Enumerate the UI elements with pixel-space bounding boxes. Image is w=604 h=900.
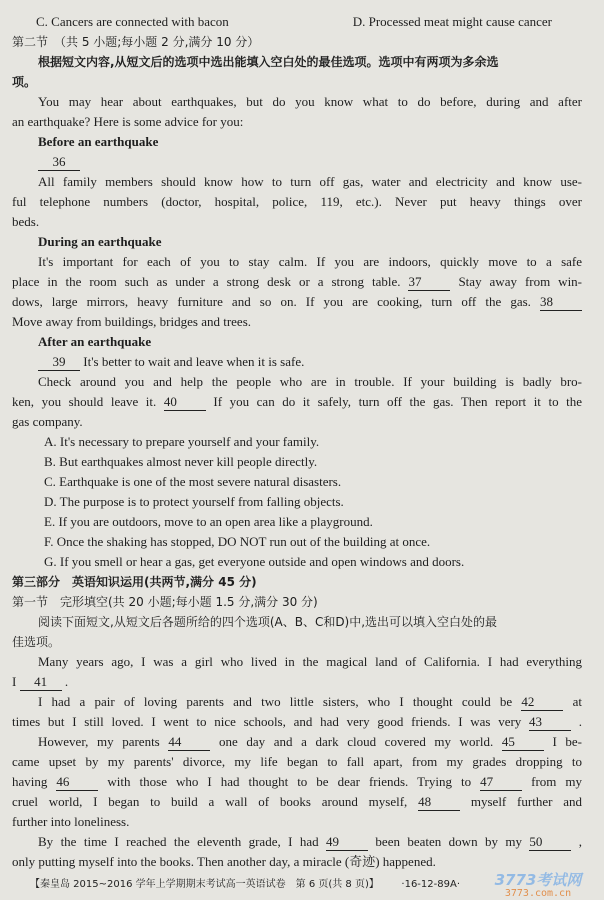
text-segment: Many years ago, I was a girl who lived in the magical land of California. I had everything: [38, 654, 582, 669]
footer-code: ·16-12-89A·: [401, 879, 460, 890]
text-segment: came upset by my parents' divorce, my life began to fall apart, from my grades dropping to: [12, 754, 582, 769]
text-segment: been beaten down by my: [375, 834, 530, 849]
text-segment: You may hear about earthquakes, but do you know what to do before, during and after: [38, 94, 582, 109]
text-segment: .: [64, 674, 69, 689]
text-segment: myself further and: [470, 794, 582, 809]
text-segment: ken, you should leave it.: [12, 394, 164, 409]
answer-blank: 41: [20, 674, 62, 691]
text-line: [12, 572, 582, 592]
text-segment: ,: [578, 834, 583, 849]
answer-blank: 49: [326, 834, 368, 851]
text-line: [12, 352, 582, 372]
text-segment: F. Once the shaking has stopped, DO NOT run out of the building at once.: [44, 534, 431, 549]
text-segment: 根据短文内容,从短文后的选项中选出能填入空白处的最佳选项。选项中有两项为多余选: [38, 55, 499, 69]
section-heading: [12, 232, 582, 252]
text-segment: 项。: [12, 75, 37, 89]
previous-question-options: [12, 12, 582, 32]
text-line: [12, 392, 582, 412]
text-segment: one day and a dark cloud covered my world.: [218, 734, 502, 749]
watermark-logo: [478, 872, 598, 900]
text-line: [12, 292, 582, 312]
text-line: [12, 652, 582, 672]
text-segment: 第一节 完形填空(共 20 小题;每小题 1.5 分,满分 30 分): [12, 595, 318, 609]
answer-blank: 47: [480, 774, 522, 791]
text-segment: It's better to wait and leave when it is safe.: [83, 354, 305, 369]
section-heading: [12, 132, 582, 152]
text-segment: Before an earthquake: [38, 134, 159, 149]
text-segment: an earthquake? Here is some advice for you:: [12, 114, 244, 129]
text-line: [12, 632, 582, 652]
text-segment: 第二节 （共 5 小题;每小题 2 分,满分 10 分）: [12, 35, 260, 49]
text-segment: only putting myself into the books. Then another day, a miracle (奇迹) happened.: [12, 854, 436, 869]
text-segment: Stay away from win-: [458, 274, 583, 289]
text-segment: with those who I had thought to be dear friends. Trying to: [107, 774, 481, 789]
answer-blank: 40: [164, 394, 206, 411]
text-segment: 阅读下面短文,从短文后各题所给的四个选项(A、B、C和D)中,选出可以填入空白处的最: [38, 615, 498, 629]
section-heading: [12, 332, 582, 352]
text-segment: having: [12, 774, 57, 789]
text-line: [12, 152, 582, 172]
text-segment: place in the room such as under a strong desk or a strong table.: [12, 274, 409, 289]
footer-title: 【秦皇岛 2015~2016 学年上学期期末考试高一英语试卷 第 6 页(共 8 页)】: [30, 879, 379, 890]
text-segment: 第三部分 英语知识运用(共两节,满分 45 分): [12, 575, 257, 589]
text-segment: E. If you are outdoors, move to an open area like a playground.: [44, 514, 373, 529]
text-segment: at: [572, 694, 583, 709]
answer-blank: 50: [529, 834, 571, 851]
text-segment: During an earthquake: [38, 234, 162, 249]
text-segment: Check around you and help the people who are in trouble. If your building is badly bro-: [38, 374, 582, 389]
text-segment: I be-: [552, 734, 582, 749]
text-line: [12, 72, 582, 92]
watermark-url: 3773.com.cn: [504, 888, 572, 899]
answer-option: [12, 552, 582, 572]
text-segment: A. It's necessary to prepare yourself and your family.: [44, 434, 320, 449]
text-segment: After an earthquake: [38, 334, 152, 349]
answer-blank: 43: [529, 714, 571, 731]
option-d: D. Processed meat might cause cancer: [352, 14, 552, 29]
text-segment: All family members should know how to turn off gas, water and electricity and know use-: [38, 174, 582, 189]
text-line: [12, 592, 582, 612]
text-segment: I: [12, 674, 20, 689]
text-segment: B. But earthquakes almost never kill people directly.: [44, 454, 318, 469]
text-line: [12, 372, 582, 392]
text-line: [12, 692, 582, 712]
text-line: [12, 272, 582, 292]
text-segment: cruel world, I began to build a wall of books around myself,: [12, 794, 419, 809]
text-line: [12, 172, 582, 192]
text-line: [12, 832, 582, 852]
text-segment: beds.: [12, 214, 40, 229]
answer-blank: 46: [56, 774, 98, 791]
text-line: [12, 92, 582, 112]
exam-page: [12, 12, 582, 872]
text-segment: gas company.: [12, 414, 83, 429]
text-segment: C. Earthquake is one of the most severe natural disasters.: [44, 474, 342, 489]
page-footer: [30, 878, 460, 892]
text-line: [12, 212, 582, 232]
answer-option: [12, 452, 582, 472]
text-segment: Move away from buildings, bridges and trees.: [12, 314, 252, 329]
text-segment: I had a pair of loving parents and two little sisters, who I thought could be: [38, 694, 522, 709]
text-segment: However, my parents: [38, 734, 169, 749]
answer-option: [12, 492, 582, 512]
text-segment: 佳选项。: [12, 635, 61, 649]
text-line: [12, 252, 582, 272]
text-segment: from my: [531, 774, 583, 789]
answer-blank: 44: [168, 734, 210, 751]
option-c: C. Cancers are connected with bacon: [36, 14, 229, 29]
answer-blank: 45: [502, 734, 544, 751]
text-segment: By the time I reached the eleventh grade, I had: [38, 834, 327, 849]
answer-blank: 37: [408, 274, 450, 291]
answer-blank: 39: [38, 354, 80, 371]
answer-blank: 42: [521, 694, 563, 711]
text-line: [12, 792, 582, 812]
text-line: [12, 752, 582, 772]
text-line: [12, 712, 582, 732]
text-segment: If you can do it safely, turn off the gas. Then report it to the: [213, 394, 583, 409]
text-line: [12, 112, 582, 132]
text-line: [12, 772, 582, 792]
answer-blank: 36: [38, 154, 80, 171]
text-segment: G. If you smell or hear a gas, get everyone outside and open windows and doors.: [44, 554, 465, 569]
answer-blank: 48: [418, 794, 460, 811]
document-body: [12, 32, 582, 872]
answer-option: [12, 472, 582, 492]
text-line: [12, 192, 582, 212]
text-segment: further into loneliness.: [12, 814, 130, 829]
text-line: [12, 52, 582, 72]
answer-option: [12, 432, 582, 452]
text-line: [12, 612, 582, 632]
answer-option: [12, 532, 582, 552]
text-line: [12, 32, 582, 52]
text-line: [12, 812, 582, 832]
text-line: [12, 852, 582, 872]
text-segment: times but I still loved. I went to nice schools, and had very good friends. I was very: [12, 714, 530, 729]
text-segment: It's important for each of you to stay calm. If you are indoors, quickly move to a safe: [38, 254, 582, 269]
answer-option: [12, 512, 582, 532]
text-segment: .: [578, 714, 583, 729]
text-line: [12, 312, 582, 332]
answer-blank: 38: [540, 294, 582, 311]
text-line: [12, 732, 582, 752]
text-line: [12, 672, 582, 692]
text-segment: dows, large mirrors, heavy furniture and so on. If you are cooking, turn off the gas.: [12, 294, 540, 309]
text-segment: ful telephone numbers (doctor, hospital, police, 119, etc.). Never put heavy things over: [12, 194, 582, 209]
watermark-brand: 3773考试网: [494, 871, 582, 889]
text-segment: D. The purpose is to protect yourself from falling objects.: [44, 494, 344, 509]
text-line: [12, 412, 582, 432]
